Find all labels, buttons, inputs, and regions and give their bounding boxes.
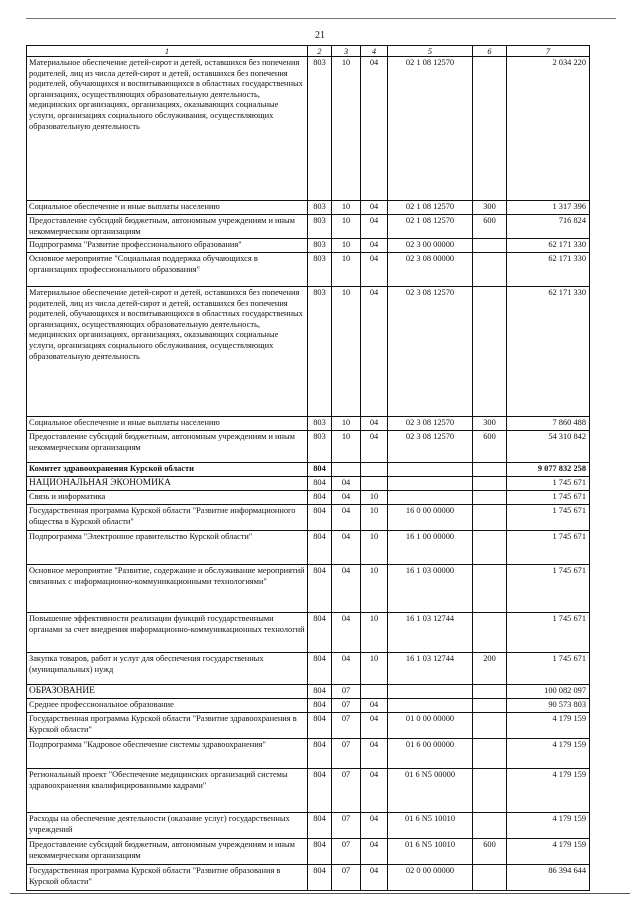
section-code-cell: 07 bbox=[332, 839, 361, 865]
amount-cell: 62 171 330 bbox=[507, 253, 590, 287]
section-code-cell: 04 bbox=[332, 505, 361, 531]
amount-cell: 4 179 159 bbox=[507, 839, 590, 865]
admin-code-cell: 804 bbox=[308, 739, 332, 769]
amount-cell: 7 860 488 bbox=[507, 417, 590, 431]
row-name-cell: Государственная программа Курской области "Развитие образования в Курской области" bbox=[27, 865, 308, 891]
amount-cell: 4 179 159 bbox=[507, 769, 590, 813]
section-code-cell: 07 bbox=[332, 699, 361, 713]
admin-code-cell: 803 bbox=[308, 253, 332, 287]
subsection-code-cell: 04 bbox=[361, 201, 388, 215]
expense-type-cell bbox=[473, 287, 507, 417]
admin-code-cell: 804 bbox=[308, 613, 332, 653]
admin-code-cell: 804 bbox=[308, 463, 332, 477]
amount-cell: 54 310 842 bbox=[507, 431, 590, 463]
target-article-cell: 02 3 08 12570 bbox=[388, 417, 473, 431]
admin-code-cell: 804 bbox=[308, 531, 332, 565]
table-row bbox=[27, 239, 590, 253]
table-row bbox=[27, 477, 590, 491]
budget-table bbox=[26, 45, 590, 891]
amount-cell: 4 179 159 bbox=[507, 739, 590, 769]
target-article-cell: 01 6 N5 10010 bbox=[388, 839, 473, 865]
admin-code-cell: 804 bbox=[308, 713, 332, 739]
subsection-code-cell: 04 bbox=[361, 769, 388, 813]
expense-type-cell bbox=[473, 239, 507, 253]
expense-type-cell bbox=[473, 253, 507, 287]
subsection-code-cell: 10 bbox=[361, 653, 388, 685]
section-code-cell: 10 bbox=[332, 417, 361, 431]
row-name-cell: Материальное обеспечение детей-сирот и детей, оставшихся без попечения родителей, лиц из числа детей-сирот и детей, оставшихся без попечения родителей, обучающихся и воспитывающихся в областных государственных организациях, осуществляющих образовательную деятельность, медицинских организациях, организациях, оказывающих социальные услуги, организациях социального обслуживания, осуществляющих образовательную деятельность bbox=[27, 57, 308, 201]
expense-type-cell bbox=[473, 477, 507, 491]
admin-code-cell: 803 bbox=[308, 287, 332, 417]
bottom-rule bbox=[10, 893, 630, 894]
subsection-code-cell: 10 bbox=[361, 491, 388, 505]
subsection-code-cell bbox=[361, 685, 388, 699]
section-code-cell: 07 bbox=[332, 739, 361, 769]
subsection-code-cell: 04 bbox=[361, 287, 388, 417]
subsection-code-cell: 04 bbox=[361, 57, 388, 201]
admin-code-cell: 804 bbox=[308, 813, 332, 839]
subsection-code-cell: 10 bbox=[361, 613, 388, 653]
amount-cell: 4 179 159 bbox=[507, 713, 590, 739]
section-code-cell: 04 bbox=[332, 653, 361, 685]
row-name-cell: Предоставление субсидий бюджетным, автономным учреждениям и иным некоммерческим организациям bbox=[27, 215, 308, 239]
row-name-cell: Основное мероприятие "Развитие, содержание и обслуживание мероприятий связанных с информационно-коммуникационными технологиями" bbox=[27, 565, 308, 613]
expense-type-cell bbox=[473, 813, 507, 839]
subsection-code-cell bbox=[361, 463, 388, 477]
admin-code-cell: 804 bbox=[308, 685, 332, 699]
amount-cell: 1 745 671 bbox=[507, 653, 590, 685]
target-article-cell: 02 3 08 12570 bbox=[388, 287, 473, 417]
row-name-cell: Государственная программа Курской области "Развитие здравоохранения в Курской области" bbox=[27, 713, 308, 739]
table-row bbox=[27, 417, 590, 431]
table-row bbox=[27, 491, 590, 505]
section-code-cell: 07 bbox=[332, 685, 361, 699]
target-article-cell: 01 6 N5 00000 bbox=[388, 769, 473, 813]
table-row bbox=[27, 739, 590, 769]
row-name-cell: Комитет здравоохранения Курской области bbox=[27, 463, 308, 477]
target-article-cell: 02 3 00 00000 bbox=[388, 239, 473, 253]
row-name-cell: Материальное обеспечение детей-сирот и детей, оставшихся без попечения родителей, лиц из числа детей-сирот и детей, оставшихся без попечения родителей, обучающихся и воспитывающихся в областных государственных организациях, осуществляющих образовательную деятельность, медицинских организациях, организациях, оказывающих социальные услуги, организациях социального обслуживания, осуществляющих образовательную деятельность bbox=[27, 287, 308, 417]
section-code-cell: 07 bbox=[332, 813, 361, 839]
admin-code-cell: 803 bbox=[308, 239, 332, 253]
row-name-cell: Подпрограмма "Развитие профессионального образования" bbox=[27, 239, 308, 253]
amount-cell: 4 179 159 bbox=[507, 813, 590, 839]
column-header: 5 bbox=[388, 46, 473, 57]
expense-type-cell bbox=[473, 505, 507, 531]
section-code-cell: 07 bbox=[332, 769, 361, 813]
subsection-code-cell: 04 bbox=[361, 431, 388, 463]
column-header: 6 bbox=[473, 46, 507, 57]
row-name-cell: Повышение эффективности реализации функций государственными органами за счет внедрения информационно-коммуникационных технологий bbox=[27, 613, 308, 653]
row-name-cell: Предоставление субсидий бюджетным, автономным учреждениям и иным некоммерческим организациям bbox=[27, 431, 308, 463]
target-article-cell bbox=[388, 699, 473, 713]
row-name-cell: Социальное обеспечение и иные выплаты населению bbox=[27, 417, 308, 431]
admin-code-cell: 804 bbox=[308, 477, 332, 491]
table-row bbox=[27, 699, 590, 713]
expense-type-cell bbox=[473, 531, 507, 565]
target-article-cell: 16 1 03 12744 bbox=[388, 613, 473, 653]
table-row bbox=[27, 201, 590, 215]
subsection-code-cell: 04 bbox=[361, 713, 388, 739]
row-name-cell: Подпрограмма "Кадровое обеспечение системы здравоохранения" bbox=[27, 739, 308, 769]
target-article-cell: 01 0 00 00000 bbox=[388, 713, 473, 739]
table-row bbox=[27, 685, 590, 699]
target-article-cell: 02 1 08 12570 bbox=[388, 57, 473, 201]
target-article-cell: 02 1 08 12570 bbox=[388, 201, 473, 215]
table-row bbox=[27, 813, 590, 839]
amount-cell: 1 745 671 bbox=[507, 477, 590, 491]
table-row bbox=[27, 287, 590, 417]
expense-type-cell bbox=[473, 739, 507, 769]
section-code-cell: 04 bbox=[332, 531, 361, 565]
target-article-cell bbox=[388, 463, 473, 477]
expense-type-cell bbox=[473, 565, 507, 613]
section-code-cell: 10 bbox=[332, 57, 361, 201]
admin-code-cell: 804 bbox=[308, 505, 332, 531]
section-code-cell: 10 bbox=[332, 239, 361, 253]
amount-cell: 90 573 803 bbox=[507, 699, 590, 713]
table-row bbox=[27, 463, 590, 477]
table-row bbox=[27, 653, 590, 685]
table-row bbox=[27, 713, 590, 739]
subsection-code-cell: 04 bbox=[361, 865, 388, 891]
amount-cell: 1 317 396 bbox=[507, 201, 590, 215]
amount-cell: 1 745 671 bbox=[507, 491, 590, 505]
admin-code-cell: 804 bbox=[308, 699, 332, 713]
column-header: 7 bbox=[507, 46, 590, 57]
row-name-cell: Расходы на обеспечение деятельности (оказание услуг) государственных учреждений bbox=[27, 813, 308, 839]
row-name-cell: ОБРАЗОВАНИЕ bbox=[27, 685, 308, 699]
row-name-cell: НАЦИОНАЛЬНАЯ ЭКОНОМИКА bbox=[27, 477, 308, 491]
target-article-cell bbox=[388, 477, 473, 491]
amount-cell: 2 034 220 bbox=[507, 57, 590, 201]
expense-type-cell: 600 bbox=[473, 215, 507, 239]
amount-cell: 62 171 330 bbox=[507, 239, 590, 253]
expense-type-cell: 300 bbox=[473, 417, 507, 431]
row-name-cell: Закупка товаров, работ и услуг для обеспечения государственных (муниципальных) нужд bbox=[27, 653, 308, 685]
row-name-cell: Предоставление субсидий бюджетным, автономным учреждениям и иным некоммерческим организациям bbox=[27, 839, 308, 865]
admin-code-cell: 803 bbox=[308, 57, 332, 201]
subsection-code-cell: 04 bbox=[361, 699, 388, 713]
section-code-cell bbox=[332, 463, 361, 477]
subsection-code-cell: 10 bbox=[361, 505, 388, 531]
table-row bbox=[27, 769, 590, 813]
column-header: 1 bbox=[27, 46, 308, 57]
expense-type-cell bbox=[473, 491, 507, 505]
expense-type-cell: 200 bbox=[473, 653, 507, 685]
target-article-cell: 02 0 00 00000 bbox=[388, 865, 473, 891]
amount-cell: 1 745 671 bbox=[507, 613, 590, 653]
table-row bbox=[27, 839, 590, 865]
expense-type-cell bbox=[473, 685, 507, 699]
row-name-cell: Подпрограмма "Электронное правительство Курской области" bbox=[27, 531, 308, 565]
section-code-cell: 04 bbox=[332, 477, 361, 491]
amount-cell: 62 171 330 bbox=[507, 287, 590, 417]
amount-cell: 1 745 671 bbox=[507, 565, 590, 613]
section-code-cell: 07 bbox=[332, 865, 361, 891]
target-article-cell: 16 0 00 00000 bbox=[388, 505, 473, 531]
table-row bbox=[27, 505, 590, 531]
expense-type-cell bbox=[473, 613, 507, 653]
row-name-cell: Основное мероприятие "Социальная поддержка обучающихся в организациях профессионального образования" bbox=[27, 253, 308, 287]
subsection-code-cell: 04 bbox=[361, 839, 388, 865]
admin-code-cell: 804 bbox=[308, 865, 332, 891]
subsection-code-cell: 04 bbox=[361, 215, 388, 239]
admin-code-cell: 803 bbox=[308, 215, 332, 239]
target-article-cell: 16 1 03 12744 bbox=[388, 653, 473, 685]
page-number: 21 bbox=[315, 30, 325, 41]
target-article-cell: 02 3 08 12570 bbox=[388, 431, 473, 463]
admin-code-cell: 803 bbox=[308, 201, 332, 215]
subsection-code-cell: 04 bbox=[361, 739, 388, 769]
expense-type-cell bbox=[473, 699, 507, 713]
admin-code-cell: 803 bbox=[308, 417, 332, 431]
section-code-cell: 04 bbox=[332, 565, 361, 613]
table-row bbox=[27, 57, 590, 201]
admin-code-cell: 803 bbox=[308, 431, 332, 463]
admin-code-cell: 804 bbox=[308, 491, 332, 505]
top-rule bbox=[26, 18, 616, 19]
column-header: 4 bbox=[361, 46, 388, 57]
amount-cell: 1 745 671 bbox=[507, 505, 590, 531]
subsection-code-cell bbox=[361, 477, 388, 491]
expense-type-cell bbox=[473, 865, 507, 891]
section-code-cell: 10 bbox=[332, 431, 361, 463]
table-row bbox=[27, 613, 590, 653]
section-code-cell: 07 bbox=[332, 713, 361, 739]
amount-cell: 716 824 bbox=[507, 215, 590, 239]
amount-cell: 100 082 097 bbox=[507, 685, 590, 699]
section-code-cell: 04 bbox=[332, 491, 361, 505]
table-header-row bbox=[27, 46, 590, 57]
admin-code-cell: 804 bbox=[308, 769, 332, 813]
section-code-cell: 10 bbox=[332, 201, 361, 215]
expense-type-cell bbox=[473, 463, 507, 477]
target-article-cell: 02 1 08 12570 bbox=[388, 215, 473, 239]
expense-type-cell bbox=[473, 769, 507, 813]
target-article-cell: 16 1 03 00000 bbox=[388, 565, 473, 613]
section-code-cell: 04 bbox=[332, 613, 361, 653]
admin-code-cell: 804 bbox=[308, 653, 332, 685]
section-code-cell: 10 bbox=[332, 287, 361, 417]
target-article-cell bbox=[388, 685, 473, 699]
table-row bbox=[27, 253, 590, 287]
target-article-cell: 01 6 00 00000 bbox=[388, 739, 473, 769]
row-name-cell: Среднее профессиональное образование bbox=[27, 699, 308, 713]
target-article-cell: 02 3 08 00000 bbox=[388, 253, 473, 287]
column-header: 3 bbox=[332, 46, 361, 57]
amount-cell: 9 077 832 258 bbox=[507, 463, 590, 477]
subsection-code-cell: 04 bbox=[361, 417, 388, 431]
expense-type-cell: 600 bbox=[473, 431, 507, 463]
table-row bbox=[27, 215, 590, 239]
admin-code-cell: 804 bbox=[308, 565, 332, 613]
expense-type-cell bbox=[473, 57, 507, 201]
target-article-cell: 01 6 N5 10010 bbox=[388, 813, 473, 839]
target-article-cell: 16 1 00 00000 bbox=[388, 531, 473, 565]
row-name-cell: Связь и информатика bbox=[27, 491, 308, 505]
expense-type-cell: 300 bbox=[473, 201, 507, 215]
row-name-cell: Государственная программа Курской области "Развитие информационного общества в Курской области" bbox=[27, 505, 308, 531]
amount-cell: 1 745 671 bbox=[507, 531, 590, 565]
row-name-cell: Социальное обеспечение и иные выплаты населению bbox=[27, 201, 308, 215]
table-row bbox=[27, 531, 590, 565]
subsection-code-cell: 10 bbox=[361, 531, 388, 565]
section-code-cell: 10 bbox=[332, 215, 361, 239]
target-article-cell bbox=[388, 491, 473, 505]
subsection-code-cell: 04 bbox=[361, 239, 388, 253]
subsection-code-cell: 04 bbox=[361, 813, 388, 839]
table-row bbox=[27, 431, 590, 463]
admin-code-cell: 804 bbox=[308, 839, 332, 865]
column-header: 2 bbox=[308, 46, 332, 57]
table-row bbox=[27, 565, 590, 613]
subsection-code-cell: 04 bbox=[361, 253, 388, 287]
amount-cell: 86 394 644 bbox=[507, 865, 590, 891]
row-name-cell: Региональный проект "Обеспечение медицинских организаций системы здравоохранения квалифицированными кадрами" bbox=[27, 769, 308, 813]
expense-type-cell bbox=[473, 713, 507, 739]
subsection-code-cell: 10 bbox=[361, 565, 388, 613]
table-row bbox=[27, 865, 590, 891]
section-code-cell: 10 bbox=[332, 253, 361, 287]
expense-type-cell: 600 bbox=[473, 839, 507, 865]
